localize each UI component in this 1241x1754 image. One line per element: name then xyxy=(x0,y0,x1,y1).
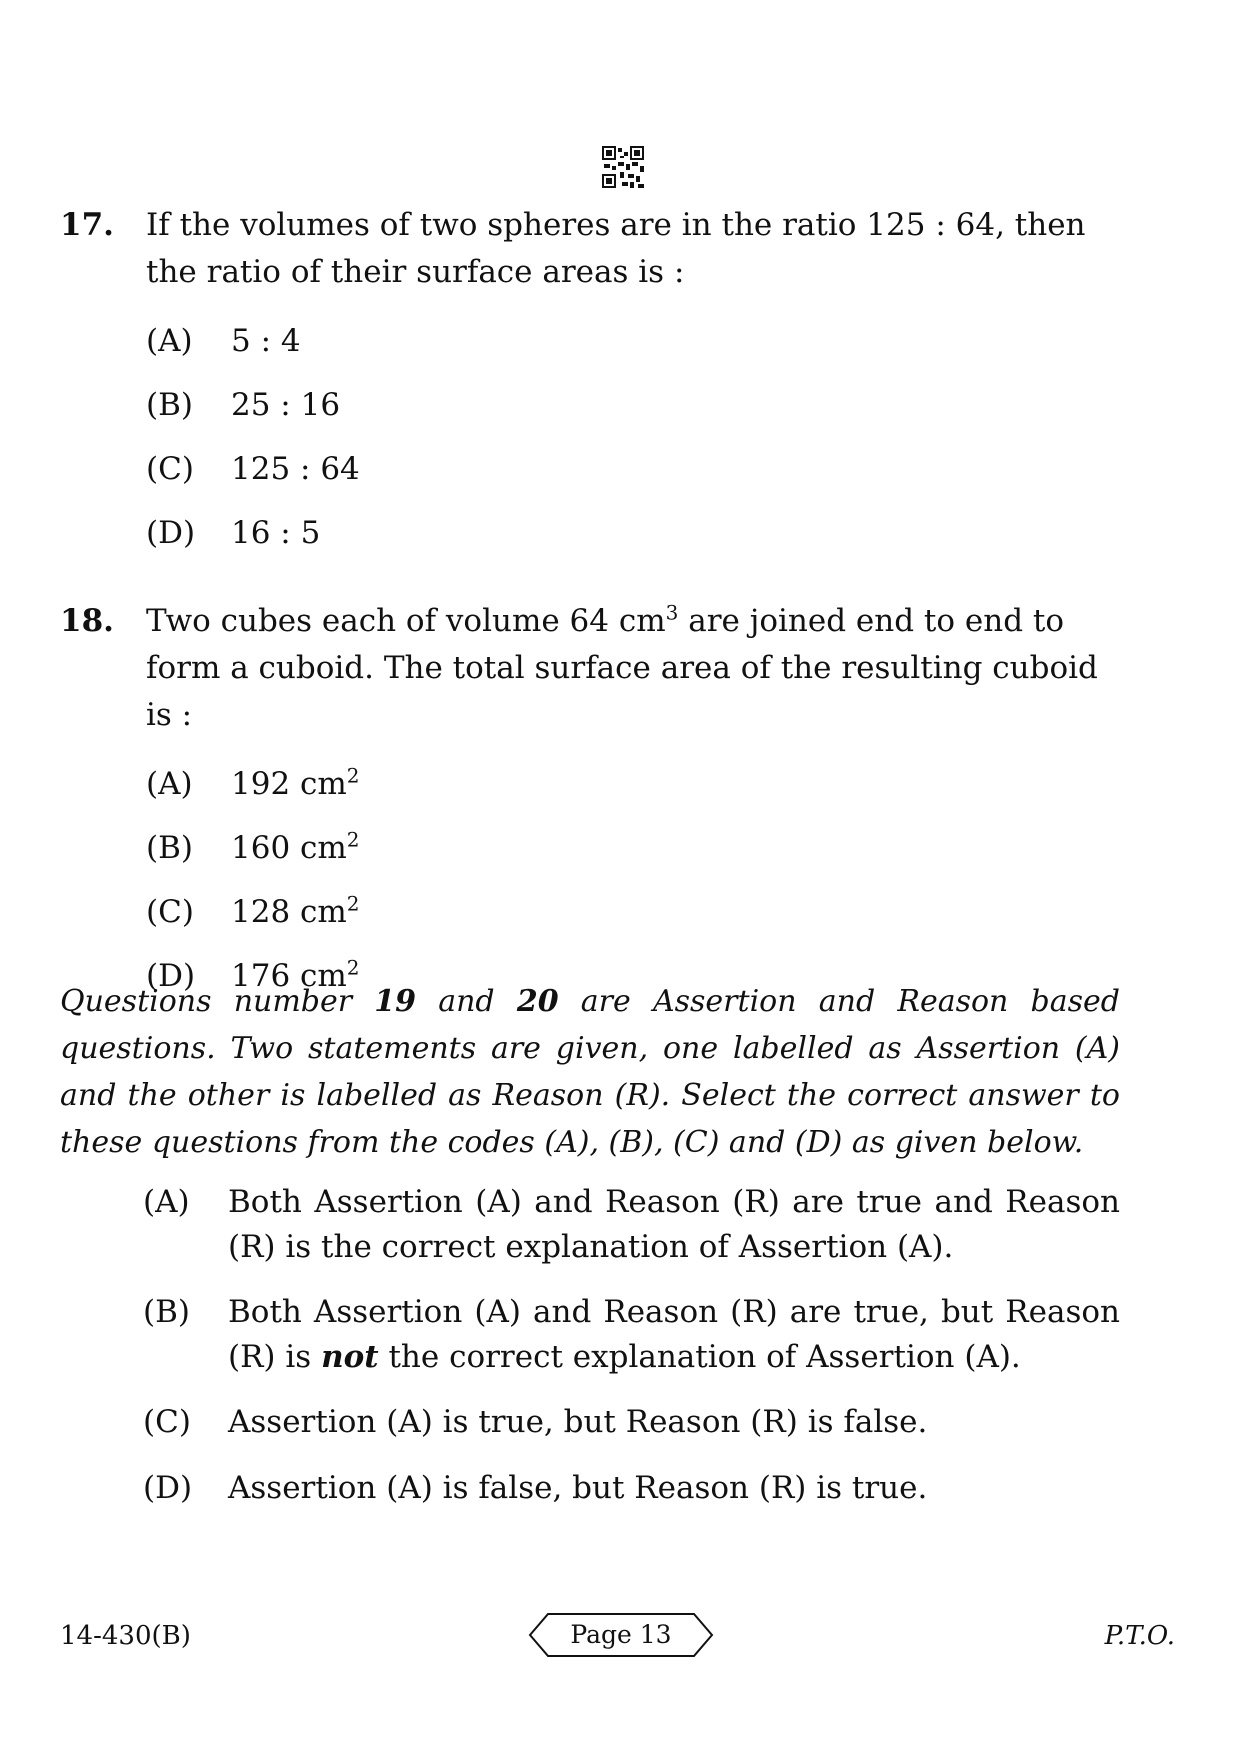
option-label: (C) xyxy=(146,451,194,487)
code-text: Both Assertion (A) and Reason (R) are true and Reason (R) is the correct explanation of Assertion (A). xyxy=(228,1184,1120,1265)
option-value-text: 160 cm xyxy=(231,830,347,866)
superscript: 2 xyxy=(346,955,360,980)
option-label: (B) xyxy=(146,830,193,866)
emphasis-not: not xyxy=(321,1339,379,1375)
instruction-text: are Assertion and Reason based questions. Two statements are given, one labelled as Assertion (A) and the other is labelled as Reason (R). Select the correct answer to these questions from the codes (A), (B), (C) and (D) as given below. xyxy=(60,984,1120,1160)
question-ref-20: 20 xyxy=(516,984,559,1019)
option-c xyxy=(146,889,1120,936)
code-label: (A) xyxy=(143,1184,190,1220)
option-value-text: 192 cm xyxy=(231,766,347,802)
option-value-text: 176 cm xyxy=(231,958,347,994)
option-value: 16 : 5 xyxy=(231,515,321,551)
option-label: (C) xyxy=(146,894,194,930)
instruction-text: and xyxy=(416,984,517,1019)
option-value: 125 : 64 xyxy=(231,451,360,487)
code-text-part: Both Assertion (A) and Reason (R) are true, but Reason (R) is xyxy=(228,1294,1120,1375)
code-b xyxy=(143,1290,1120,1380)
question-number: 18. xyxy=(60,603,114,639)
superscript: 3 xyxy=(665,600,679,625)
option-label: (A) xyxy=(146,766,193,802)
qr-code-icon xyxy=(602,146,644,188)
superscript: 2 xyxy=(346,827,360,852)
option-value xyxy=(231,761,360,808)
code-text xyxy=(228,1290,1120,1380)
question-text xyxy=(146,598,1120,739)
option-value: 5 : 4 xyxy=(231,323,301,359)
question-ref-19: 19 xyxy=(374,984,417,1019)
option-a xyxy=(146,761,1120,808)
question-text-part: Two cubes each of volume 64 cm xyxy=(146,603,666,639)
paper-code: 14-430(B) xyxy=(60,1621,191,1651)
assertion-reason-instructions xyxy=(60,978,1120,1166)
option-a xyxy=(146,318,1120,365)
code-a xyxy=(143,1180,1120,1270)
question-text: If the volumes of two spheres are in the ratio 125 : 64, then the ratio of their surface areas is : xyxy=(146,207,1086,290)
question-number: 17. xyxy=(60,207,114,243)
superscript: 2 xyxy=(346,763,360,788)
code-c xyxy=(143,1400,1120,1445)
option-value: 25 : 16 xyxy=(231,387,341,423)
option-b xyxy=(146,382,1120,429)
option-value xyxy=(231,889,360,936)
option-b xyxy=(146,825,1120,872)
option-value-text: 128 cm xyxy=(231,894,347,930)
superscript: 2 xyxy=(346,891,360,916)
code-text-part: the correct explanation of Assertion (A). xyxy=(378,1339,1021,1375)
please-turn-over: P.T.O. xyxy=(1104,1621,1175,1651)
option-label: (D) xyxy=(146,515,196,551)
option-c xyxy=(146,446,1120,493)
code-label: (C) xyxy=(143,1404,191,1440)
code-d xyxy=(143,1466,1120,1511)
option-label: (A) xyxy=(146,323,193,359)
code-label: (D) xyxy=(143,1470,193,1506)
option-value xyxy=(231,825,360,872)
code-text: Assertion (A) is false, but Reason (R) is true. xyxy=(228,1470,928,1506)
page-number-badge xyxy=(528,1612,714,1658)
code-text: Assertion (A) is true, but Reason (R) is false. xyxy=(228,1404,928,1440)
page-number: Page 13 xyxy=(570,1620,672,1649)
code-label: (B) xyxy=(143,1294,190,1330)
question-text-part: are joined end to end to form a cuboid. The total surface area of the resulting cuboid is : xyxy=(146,603,1098,733)
option-label: (B) xyxy=(146,387,193,423)
option-label: (D) xyxy=(146,958,196,994)
question-17 xyxy=(60,202,1120,557)
option-d xyxy=(146,510,1120,557)
instruction-text: Questions number xyxy=(60,984,375,1019)
question-18 xyxy=(60,598,1120,1000)
